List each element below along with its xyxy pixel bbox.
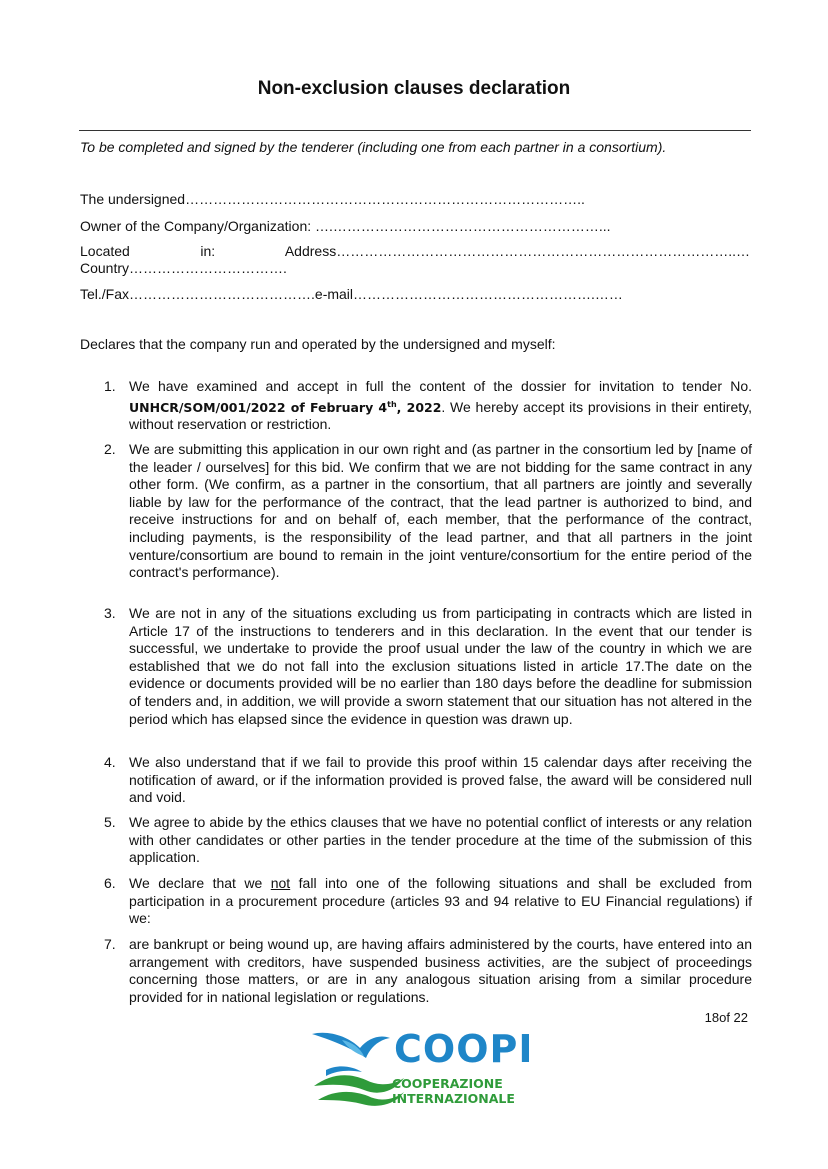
item-number: 3. bbox=[104, 605, 116, 621]
item-number: 2. bbox=[104, 441, 116, 457]
owner-field: Owner of the Company/Organization: ….…………………………………………………... bbox=[80, 218, 611, 234]
tender-reference: UNHCR/SOM/001/2022 of February 4th, 2022 bbox=[129, 399, 442, 415]
declaration-item-7 bbox=[80, 936, 752, 1006]
declaration-item-4 bbox=[80, 754, 752, 807]
country-field: Country……………………………. bbox=[80, 260, 287, 276]
item-text: We also understand that if we fail to provide this proof within 15 calendar days after receiving the notification of award, or if the information provided is proved false, the award will be considered null and void. bbox=[129, 754, 752, 806]
address-field: Located in: Address…………………………………………………………………………..… bbox=[80, 243, 750, 259]
item-text: are bankrupt or being wound up, are having affairs administered by the courts, have entered into an arrangement with creditors, have suspended business activities, are the subject of proceedings concerning those matters, or are in any analogous situation arising from a similar procedure provided for in national legislation or regulations. bbox=[129, 936, 752, 1005]
declaration-item-3 bbox=[80, 605, 752, 728]
item-number: 4. bbox=[104, 754, 116, 770]
item-text: We are submitting this application in our own right and (as partner in the consortium led by [name of the leader / ourselves] for this bid. We confirm that we are not bidding for the same contract in any other form. (We confirm, as a partner in the consortium, that all partners are jointly and severally liable by law for the performance of the contract, that the lead partner is authorized to bind, and receive instructions for and on behalf of, each member, that the performance of the contract, including payments, is the responsibility of the lead partner, and that all partners in the joint venture/consortium are bound to remain in the joint venture/consortium for the entire period of the contract's performance). bbox=[129, 441, 752, 581]
declaration-item-6 bbox=[80, 875, 752, 928]
item-number: 6. bbox=[104, 875, 116, 891]
item-number: 5. bbox=[104, 814, 116, 830]
logo-wordmark: COOPI bbox=[394, 1027, 534, 1071]
undersigned-field: The undersigned………………………………………………………………………….. bbox=[80, 191, 585, 207]
item-text: We have examined and accept in full the content of the dossier for invitation to tender No. UNHCR/SOM/001/2022 of February 4th, 2022. We hereby accept its provisions in their entirety, without reservation or restriction. bbox=[129, 378, 752, 433]
document-title: Non-exclusion clauses declaration bbox=[257, 78, 571, 99]
telfax-email-field: Tel./Fax………………………………….e-mail…………………………………………….…… bbox=[80, 286, 623, 302]
item-number: 7. bbox=[104, 936, 116, 952]
item-number: 1. bbox=[104, 378, 116, 394]
item-text: We declare that we not fall into one of the following situations and shall be excluded from participation in a procurement procedure (articles 93 and 94 relative to EU Financial regulations) if we: bbox=[129, 875, 752, 927]
coopi-logo bbox=[308, 1026, 534, 1110]
declaration-item-1 bbox=[80, 378, 752, 434]
logo-line-1: COOPERAZIONE bbox=[392, 1076, 503, 1091]
instructions-subtitle: To be completed and signed by the tenderer (including one from each partner in a consortium). bbox=[80, 139, 667, 155]
item-text: We agree to abide by the ethics clauses that we have no potential conflict of interests or any relation with other candidates or other parties in the tender procedure at the time of the submission of this application. bbox=[129, 814, 752, 866]
emphasis-not: not bbox=[270, 875, 291, 891]
item-text: We are not in any of the situations excluding us from participating in contracts which are listed in Article 17 of the instructions to tenderers and in this declaration. In the event that our tender is successful, we undertake to provide the proof usual under the law of the country in which we are established that we do not fall into the exclusion situations listed in article 17.The date on the evidence or documents provided will be no earlier than 180 days before the deadline for submission of tenders and, in addition, we will provide a sworn statement that our situation has not altered in the period which has elapsed since the evidence in question was drawn up. bbox=[129, 605, 752, 727]
title-divider bbox=[79, 130, 751, 131]
declares-statement: Declares that the company run and operated by the undersigned and myself: bbox=[80, 336, 556, 352]
page-number: 18of 22 bbox=[704, 1010, 748, 1025]
declaration-item-5 bbox=[80, 814, 752, 867]
logo-line-2: INTERNAZIONALE bbox=[392, 1091, 515, 1106]
declaration-item-2 bbox=[80, 441, 752, 582]
